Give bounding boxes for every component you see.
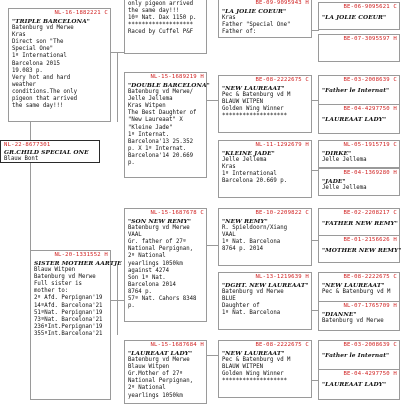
pigeon-info-line: Golden Wing Winner	[222, 371, 284, 378]
pigeon-info-line: weather	[12, 81, 36, 88]
ring-number: BE-04-4297750 H	[343, 371, 397, 377]
pigeon-info-line: Pec & Batenburg vd M	[322, 289, 391, 296]
pigeon-name: SISTER MOTHER AARTJE	[34, 260, 122, 267]
pigeon-info-line: National Perpignan,	[128, 378, 194, 385]
pigeon-info-line: 1º International	[12, 53, 67, 60]
ancestor-card[interactable]	[318, 75, 400, 105]
pigeon-info-line: Jelle Jellema	[128, 96, 173, 103]
pigeon-info-line: Pec & Batenburg vd M	[222, 92, 291, 99]
pigeon-info-line: 73ºNat. Barcelona'21	[34, 316, 103, 323]
pigeon-info-line: Very hot and hard	[12, 74, 71, 81]
pigeon-info-line: Barcelona 2015	[12, 60, 60, 67]
pigeon-name: "LA JOLIE COEUR"	[322, 14, 387, 21]
ring-number: BE-08-2222675 C	[255, 77, 309, 83]
pigeon-info-line: yearlings 1050km	[128, 260, 183, 267]
pigeon-info-line: 14ºAfd. Barcelona'21	[34, 302, 103, 309]
pigeon-info-line: Batenburg vd Merwe	[128, 357, 190, 364]
great-grandparent-card[interactable]	[218, 340, 312, 398]
pigeon-info-line: 10º Nat. Dax 1150 p.	[128, 15, 197, 22]
pigeon-info-line: Father "Special One"	[222, 22, 291, 29]
pigeon-info-line: p. X 1º Internat.	[128, 145, 187, 152]
pigeon-name: "DIRKE"	[322, 150, 352, 157]
pigeon-info-line: Batenburg vd Merwe	[12, 25, 74, 32]
pigeon-name: "Father le Internat"	[322, 352, 390, 359]
pigeon-info-line: *******************	[222, 378, 288, 385]
pigeon-info-line: *******************	[128, 22, 194, 29]
pigeon-info-line: BLAUW WITPEN	[222, 99, 264, 106]
ring-number: BE-10-2209822 C	[255, 210, 309, 216]
ring-number: BE-03-2008639 C	[343, 342, 397, 348]
pigeon-info-line: Barcelona 2014	[128, 281, 176, 288]
pigeon-name: "FATHER NEW REMY"	[322, 220, 398, 227]
pigeon-info-line: Kras	[222, 15, 236, 22]
ring-number: BE-02-2208217 C	[343, 210, 397, 216]
ancestor-card[interactable]	[318, 340, 400, 370]
pigeon-info-line: p.	[128, 303, 135, 310]
pigeon-info-line: Blauw Witpen	[34, 267, 76, 274]
ring-number: NL-07-1765709 H	[343, 303, 397, 309]
pigeon-info-line: Special One"	[12, 46, 54, 53]
pigeon-name: "NEW LAUREAAT"	[222, 350, 285, 357]
pigeon-info-line: conditions.The only	[12, 88, 78, 95]
pigeon-info-line: Gr.Mother of 27º	[128, 371, 183, 378]
pigeon-info-line: "New Laureaat" X	[128, 117, 183, 124]
pigeon-info-line: mother to:	[34, 288, 69, 295]
pigeon-info-line: 8764 p.	[128, 288, 152, 295]
grandparent-card[interactable]	[124, 340, 207, 404]
pigeon-name: "NEW REMY"	[222, 218, 268, 225]
pigeon-info-line: Direct son "The	[12, 39, 64, 46]
ring-number: BE-07-3095597 H	[343, 36, 397, 42]
pigeon-info-line: Barcelona'13 25.352	[128, 138, 194, 145]
pigeon-info-line: Barcelona'14 20.669	[128, 152, 194, 159]
pigeon-info-line: Batenburg vd Merwe/	[128, 89, 194, 96]
pigeon-info-line: Jelle Jellema	[322, 185, 367, 192]
ring-number: BE-06-9095621 C	[343, 4, 397, 10]
pigeon-info-line: Jelle Jellema	[322, 157, 367, 164]
pigeon-info-line: 19.083 p.	[12, 67, 43, 74]
pigeon-info-line: 2º National	[128, 385, 166, 392]
pigeon-info-line: Raced by Cuffel P&F	[128, 29, 194, 36]
pigeon-name: "LAUREAAT LADY"	[322, 381, 387, 388]
ancestor-card[interactable]	[318, 2, 400, 30]
ancestor-card[interactable]	[318, 272, 400, 302]
pigeon-info-line: BLAUW WITPEN	[222, 364, 264, 371]
connector-line	[311, 30, 319, 31]
ring-number: BE-03-2008639 C	[343, 77, 397, 83]
ancestor-card[interactable]	[318, 301, 400, 331]
pigeon-info-line: Kras	[222, 164, 236, 171]
great-grandparent-card[interactable]	[218, 272, 312, 330]
ring-number: BE-04-4297750 H	[343, 106, 397, 112]
pigeon-info-line: 1º Internat.	[128, 131, 170, 138]
pigeon-info-line: 57º Nat. Cahors 8348	[128, 296, 197, 303]
pigeon-info-line: 8764 p. 2014	[222, 246, 264, 253]
pigeon-info-line: 1º Nat. Barcelona	[222, 310, 281, 317]
pigeon-info-line: Batenburg vd Merwe	[322, 318, 384, 325]
pigeon-info-line: 1º International	[222, 171, 277, 178]
ring-number: NL-15-1689219 H	[150, 74, 204, 80]
connector-line	[206, 100, 218, 101]
pigeon-name: "DOUBLE BARCELONA"	[128, 82, 210, 89]
pigeon-info-line: 2º Afd. Perpignan'19	[34, 295, 103, 302]
pigeon-name: "DIANNE"	[322, 311, 357, 318]
ancestor-card[interactable]	[318, 104, 400, 134]
connector-line	[206, 355, 218, 356]
ring-number: BE-08-2222675 C	[255, 342, 309, 348]
pigeon-name: "Father le Internat"	[322, 87, 390, 94]
pigeon-name: "LAUREAAT LADY"	[128, 350, 193, 357]
pigeon-info-line: Father of:	[222, 29, 257, 36]
pigeon-info-line: *******************	[222, 113, 288, 120]
ring-number: NL-22-8677301	[4, 142, 51, 148]
pigeon-info-line: Gr. father of 27º	[128, 239, 187, 246]
ancestor-card[interactable]	[318, 140, 400, 168]
pigeon-info-line: the same day!!!	[128, 8, 180, 15]
pigeon-name: "SON NEW REMY"	[128, 218, 192, 225]
ring-number: NL-05-1915719 C	[343, 142, 397, 148]
pigeon-name: GR.CHILD SPECIAL ONE	[4, 149, 89, 156]
ring-number: NL-11-1292679 H	[255, 142, 309, 148]
ring-number: NL-15-1687678 C	[150, 210, 204, 216]
pigeon-info-line: Batenburg vd Merwe	[128, 225, 190, 232]
pigeon-name: "LAUREAAT LADY"	[322, 116, 387, 123]
ring-number: BE-01-2156626 H	[343, 237, 397, 243]
connector-line	[30, 162, 31, 254]
pigeon-info-line: p.	[128, 160, 135, 167]
ancestor-card[interactable]	[318, 235, 400, 263]
pigeon-info-line: Blauw Witpen	[128, 364, 170, 371]
connector-line	[117, 52, 118, 122]
great-grandparent-card[interactable]	[218, 208, 312, 266]
pigeon-info-line: 236ºInt.Perpignan'19	[34, 323, 103, 330]
pigeon-info-line: "Kleine Jade"	[128, 124, 173, 131]
pigeon-info-line: 355ºInt.Barcelona'21	[34, 330, 103, 337]
pigeon-info-line: Batenburg vd Merwe	[222, 289, 284, 296]
sire-card[interactable]	[8, 8, 111, 122]
great-grandparent-card[interactable]	[218, 75, 312, 133]
pigeon-name: "KLEINE JADE"	[222, 150, 275, 157]
pigeon-info-line: 51ºNat. Perpignan'19	[34, 309, 103, 316]
ring-number: BE-04-1369280 H	[343, 170, 397, 176]
great-grandparent-card[interactable]	[218, 140, 312, 198]
ancestor-card[interactable]	[318, 168, 400, 196]
ring-number: NL-13-1219639 H	[255, 274, 309, 280]
pigeon-name: "DGHT. NEW LAUREAAT"	[222, 282, 309, 289]
ring-number: BE-08-2222675 C	[343, 274, 397, 280]
grandparent-card[interactable]	[124, 0, 207, 54]
pigeon-name: "TRIPLE BARCELONA"	[12, 18, 90, 25]
subject-card[interactable]	[0, 140, 100, 163]
great-grandparent-card[interactable]	[218, 0, 312, 38]
pigeon-info-line: Barcelona 20.669 p.	[222, 178, 288, 185]
ancestor-card[interactable]	[318, 34, 400, 62]
ring-number: BE-09-9095943 H	[255, 0, 309, 6]
pigeon-name: "LA JOLIE COEUR"	[222, 8, 287, 15]
connector-line	[117, 265, 118, 335]
pigeon-info-line: VAAL	[222, 232, 236, 239]
pigeon-info-line: against 4274	[128, 267, 170, 274]
ancestor-card[interactable]	[318, 369, 400, 400]
connector-line	[206, 245, 218, 246]
pigeon-info-line: 1º Nat. Barcelona	[222, 239, 281, 246]
pigeon-info-line: Pec & Batenburg vd M	[222, 357, 291, 364]
pigeon-info-line: only pigeon arrived	[128, 1, 194, 7]
pigeon-info-line: Kras	[12, 32, 26, 39]
pigeon-info-line: Jelle Jellema	[222, 157, 267, 164]
pigeon-info-line: R. Spieldoorn/Xiang	[222, 225, 288, 232]
pigeon-name: "NEW LAUREAAT"	[322, 282, 385, 289]
pigeon-info-line: yearlings 1050km	[128, 392, 183, 399]
pigeon-info-line: Blauw Bont	[4, 156, 39, 163]
grandparent-card[interactable]	[124, 72, 210, 178]
ancestor-card[interactable]	[318, 208, 400, 236]
pigeon-name: "JADE"	[322, 178, 346, 185]
ring-number: NL-16-1882221 C	[54, 10, 108, 16]
pigeon-info-line: 2º National	[128, 253, 166, 260]
pigeon-info-line: Daughter of	[222, 303, 260, 310]
ring-number: NL-15-1687684 H	[150, 342, 204, 348]
pigeon-info-line: Son 1º Nat.	[128, 274, 166, 281]
dam-card[interactable]	[30, 250, 122, 400]
pigeon-name: "MOTHER NEW REMY"	[322, 247, 402, 254]
pigeon-info-line: the same day!!!	[12, 103, 64, 110]
pigeon-info-line: Batenburg vd Merwe	[34, 274, 96, 281]
ring-number: NL-20-1331552 H	[54, 252, 108, 258]
pigeon-info-line: National Perpignan,	[128, 246, 194, 253]
grandparent-card[interactable]	[124, 208, 207, 322]
pigeon-info-line: Kras Witpen	[128, 103, 166, 110]
pigeon-info-line: Full sister is	[34, 281, 82, 288]
pigeon-info-line: BLUE	[222, 296, 236, 303]
pigeon-info-line: VAAL	[128, 232, 142, 239]
pigeon-info-line: The Best Daughter of	[128, 110, 197, 117]
pigeon-name: "NEW LAUREAAT"	[222, 85, 285, 92]
pigeon-info-line: Golden Wing Winner	[222, 106, 284, 113]
pigeon-info-line: pigeon that arrived	[12, 96, 78, 103]
